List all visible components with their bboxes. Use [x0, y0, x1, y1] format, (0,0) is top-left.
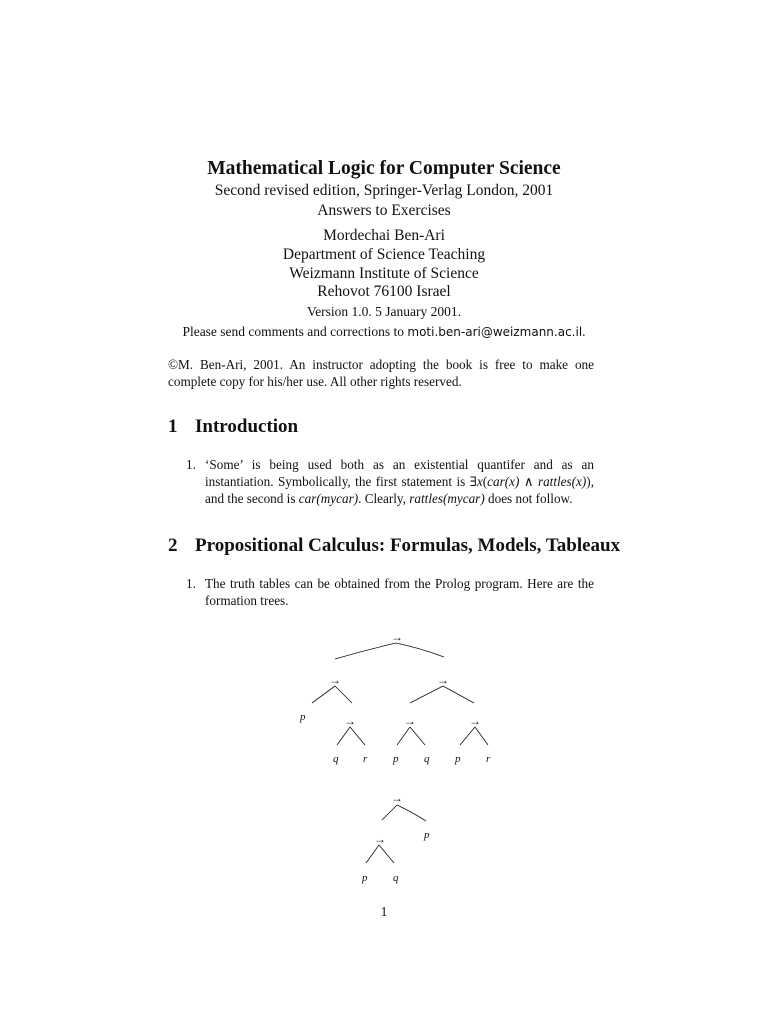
comments-suffix: . [582, 324, 586, 339]
section-2-number: 2 [168, 535, 178, 556]
leaf-node: r [486, 753, 491, 765]
tree-edge [396, 643, 444, 657]
leaf-node: q [424, 753, 430, 765]
tree-edge [335, 643, 396, 659]
item-number: 1. [186, 457, 196, 472]
section-2-title: Propositional Calculus: Formulas, Models, Tableaux [195, 535, 621, 556]
tree-edge [366, 845, 379, 863]
tree-edge [312, 686, 335, 703]
tree-edge [397, 727, 410, 745]
copyright-text: M. Ben-Ari, 2001. An instructor adopting the book is free to make one complete copy for his/her use. All other rights reserved. [168, 357, 594, 389]
leaf-node: p [393, 753, 399, 765]
implies-node: → [329, 673, 341, 687]
item-text: The truth tables can be obtained from the Prolog program. Here are the formation trees. [205, 576, 594, 608]
implies-node: → [437, 673, 449, 687]
copyright-symbol: © [168, 357, 179, 372]
tree-edge [337, 727, 350, 745]
leaf-node: r [363, 753, 368, 765]
item-text-part: does not follow. [484, 491, 573, 506]
implies-node: → [469, 714, 481, 728]
tree-edge [410, 686, 443, 703]
math-predicate: rattles [537, 474, 572, 489]
page-number: 1 [380, 904, 388, 919]
implies-node: → [391, 630, 403, 644]
item-text-part: ), and the second is [205, 474, 594, 506]
math-arg: (x) [571, 474, 587, 489]
leaf-node: q [393, 872, 399, 884]
tree-edge [460, 727, 475, 745]
implies-node: → [374, 832, 386, 846]
leaf-node: p [455, 753, 461, 765]
tree-edge [382, 805, 397, 820]
leaf-node: p [300, 711, 306, 723]
comments-prefix: Please send comments and corrections to [182, 324, 408, 339]
leaf-node: p [362, 872, 368, 884]
section-1-title: Introduction [195, 416, 299, 437]
tree-edge [397, 805, 426, 821]
math-predicate: car [487, 474, 505, 489]
implies-node: → [344, 714, 356, 728]
email-link[interactable]: moti.ben-ari@weizmann.ac.il [407, 325, 583, 339]
item-text-part: ‘Some’ is being used both as an existential quantifer and as an instantiation. Symbolically, the first statement is ∃ [205, 457, 594, 489]
math-arg: (mycar) [442, 491, 485, 506]
address-line: Rehovot 76100 Israel [317, 283, 451, 300]
implies-node: → [404, 714, 416, 728]
tree-edge [335, 686, 352, 703]
item-text-part: . Clearly, [358, 491, 410, 506]
math-and: ∧ [519, 474, 538, 489]
institute-line: Weizmann Institute of Science [289, 265, 479, 282]
tree-edge [410, 727, 425, 745]
math-paren: ( [482, 474, 488, 489]
tree-edge [475, 727, 488, 745]
implies-node: → [391, 791, 403, 805]
item-number: 1. [186, 576, 196, 591]
leaf-node: p [424, 829, 430, 841]
tree-edge [350, 727, 365, 745]
tree-edge [443, 686, 474, 703]
document-title: Mathematical Logic for Computer Science [207, 158, 561, 179]
math-predicate: rattles [409, 491, 443, 506]
math-var: x [476, 474, 483, 489]
author-name: Mordechai Ben-Ari [323, 227, 445, 244]
leaf-node: q [333, 753, 339, 765]
math-arg: (x) [504, 474, 520, 489]
tree-edge [379, 845, 394, 863]
math-predicate: car [298, 491, 317, 506]
section-1-number: 1 [168, 416, 178, 437]
edition-line: Second revised edition, Springer-Verlag London, 2001 [214, 182, 554, 199]
version-line: Version 1.0. 5 January 2001. [306, 304, 462, 319]
department-line: Department of Science Teaching [282, 246, 486, 263]
math-arg: (mycar) [316, 491, 359, 506]
subtitle-line: Answers to Exercises [317, 202, 451, 219]
